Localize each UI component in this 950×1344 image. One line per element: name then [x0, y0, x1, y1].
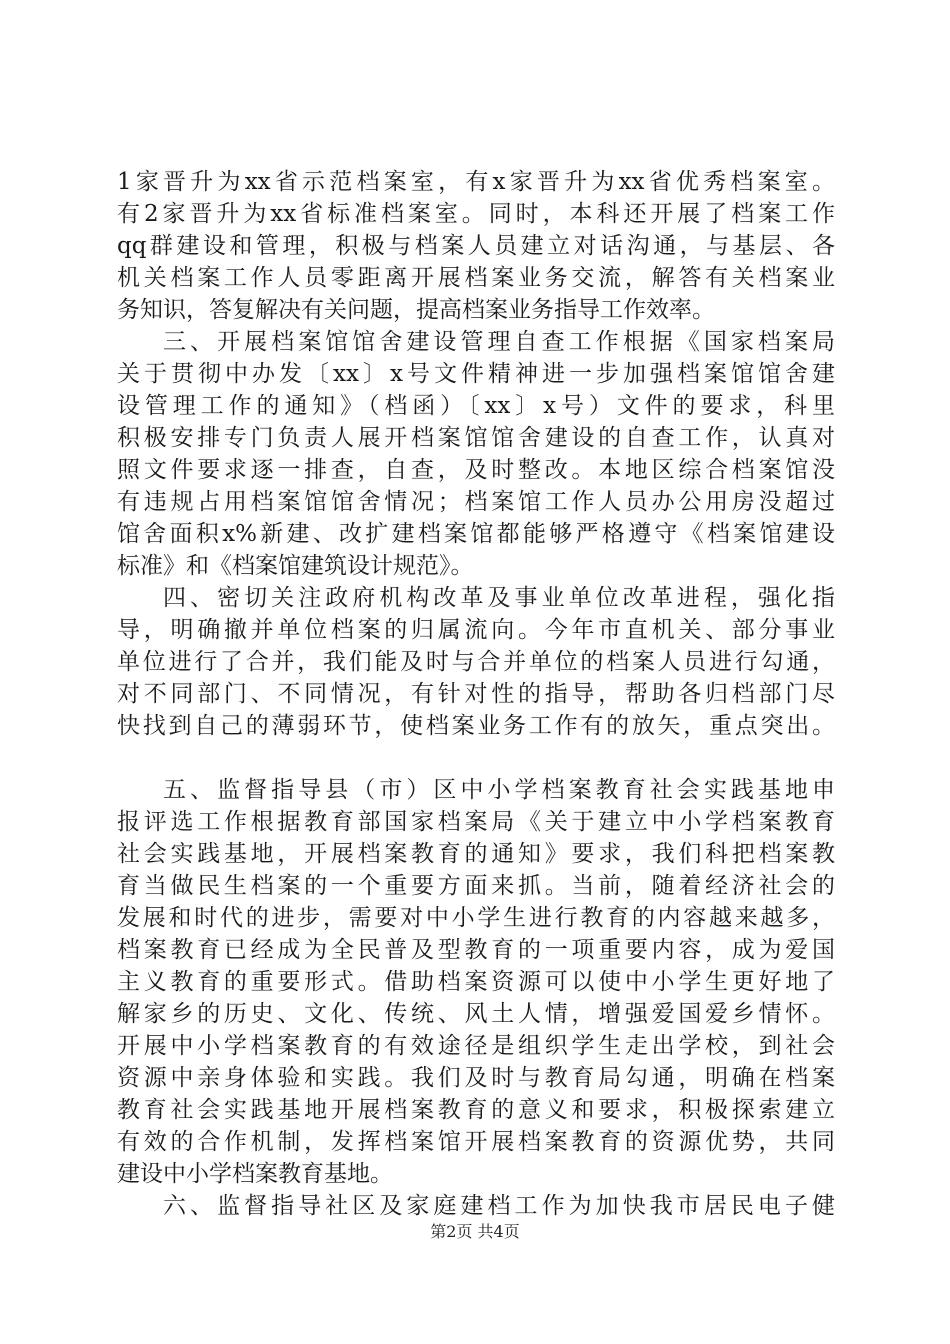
- text-line: 育当做民生档案的一个重要方面来抓。当前，随着经济社会的: [117, 873, 835, 899]
- text-line: 单位进行了合并，我们能及时与合并单位的档案人员进行勾通，: [117, 649, 835, 675]
- text-line: 六、监督指导社区及家庭建档工作为加快我市居民电子健: [163, 1193, 835, 1219]
- text-line: 有违规占用档案馆馆舍情况；档案馆工作人员办公用房没超过: [117, 489, 835, 515]
- text-line: 教育社会实践基地开展档案教育的意义和要求，积极探索建立: [117, 1097, 835, 1123]
- text-line: 开展中小学档案教育的有效途径是组织学生走出学校，到社会: [117, 1033, 835, 1059]
- text-line: 档案教育已经成为全民普及型教育的一项重要内容，成为爱国: [117, 937, 835, 963]
- text-line: 有2家晋升为xx省标准档案室。同时，本科还开展了档案工作: [117, 201, 835, 227]
- text-line: 关于贯彻中办发〔xx〕x号文件精神进一步加强档案馆馆舍建: [117, 361, 835, 387]
- text-line: 机关档案工作人员零距离开展档案业务交流，解答有关档案业: [117, 265, 835, 291]
- text-line: 照文件要求逐一排查，自查，及时整改。本地区综合档案馆没: [117, 457, 835, 483]
- text-line: 务知识，答复解决有关问题，提高档案业务指导工作效率。: [117, 297, 715, 323]
- text-line: 社会实践基地，开展档案教育的通知》要求，我们科把档案教: [117, 841, 835, 867]
- page-number-footer: 第2页 共4页: [430, 1222, 520, 1241]
- text-line: 有效的合作机制，发挥档案馆开展档案教育的资源优势，共同: [117, 1129, 835, 1155]
- paragraph-gap: [117, 742, 835, 774]
- text-line: 发展和时代的进步，需要对中小学生进行教育的内容越来越多，: [117, 905, 835, 931]
- text-line: 对不同部门、不同情况，有针对性的指导，帮助各归档部门尽: [117, 681, 835, 707]
- text-line: 标准》和《档案馆建筑设计规范》。: [117, 553, 474, 579]
- text-line: qq群建设和管理，积极与档案人员建立对话沟通，与基层、各: [117, 233, 835, 259]
- text-line: 报评选工作根据教育部国家档案局《关于建立中小学档案教育: [117, 809, 835, 835]
- text-line: 解家乡的历史、文化、传统、风土人情，增强爱国爱乡情怀。: [117, 1001, 835, 1027]
- text-line: 1家晋升为xx省示范档案室，有x家晋升为xx省优秀档案室。: [117, 169, 835, 195]
- text-line: 快找到自己的薄弱环节，使档案业务工作有的放矢，重点突出。: [117, 713, 835, 739]
- text-line: 导，明确撤并单位档案的归属流向。今年市直机关、部分事业: [117, 617, 835, 643]
- document-body: [117, 166, 835, 1222]
- text-line: 资源中亲身体验和实践。我们及时与教育局勾通，明确在档案: [117, 1065, 835, 1091]
- text-line: 五、监督指导县（市）区中小学档案教育社会实践基地申: [163, 777, 835, 803]
- text-line: 设管理工作的通知》（档函）〔xx〕x号）文件的要求，科里: [117, 393, 835, 419]
- text-line: 积极安排专门负责人展开档案馆馆舍建设的自查工作，认真对: [117, 425, 835, 451]
- text-line: 建设中小学档案教育基地。: [117, 1161, 393, 1187]
- text-line: 主义教育的重要形式。借助档案资源可以使中小学生更好地了: [117, 969, 835, 995]
- text-line: 馆舍面积x%新建、改扩建档案馆都能够严格遵守《档案馆建设: [117, 521, 835, 547]
- text-line: 四、密切关注政府机构改革及事业单位改革进程，强化指: [163, 585, 835, 611]
- text-line: 三、开展档案馆馆舍建设管理自查工作根据《国家档案局: [163, 329, 835, 355]
